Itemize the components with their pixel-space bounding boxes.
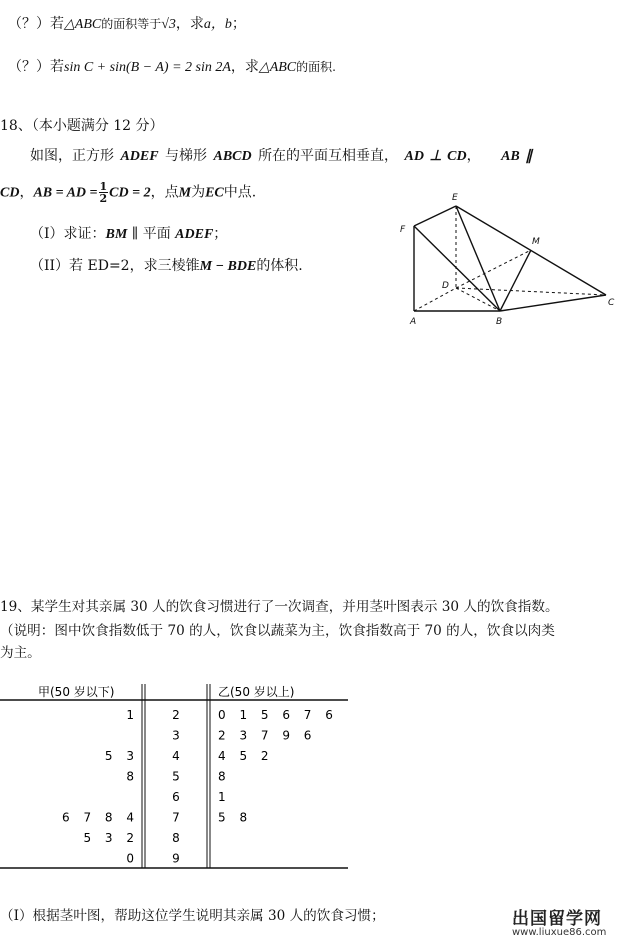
q18-part2: （II）若 ED=2，求三棱锥M − BDE的体积. <box>30 258 303 274</box>
triangle-abc: △ABC <box>64 17 102 32</box>
right-leaves: 8 <box>218 769 226 784</box>
stem-value: 6 <box>172 790 180 804</box>
watermark-logo: 出国留学网 <box>512 909 602 929</box>
watermark-url: www.liuxue86.com <box>512 927 607 938</box>
right-leaves: 1 <box>218 790 226 804</box>
left-header: 甲(50 岁以下) <box>38 685 115 699</box>
stem-leaf-plot <box>0 678 360 878</box>
sqrt3: √3 <box>161 17 176 32</box>
q19-part1: （I）根据茎叶图，帮助这位学生说明其亲属 30 人的饮食习惯； <box>0 908 385 924</box>
label-b: B <box>496 317 503 327</box>
q18-line2: CD，AB = AD = $\frac{1}{2}$ CD = 2，点M为EC中点. <box>0 180 257 205</box>
stem-value: 8 <box>172 831 180 845</box>
label-d: D <box>442 281 449 291</box>
q19-line2: （说明：图中饮食指数低于 70 的人，饮食以蔬菜为主，饮食指数高于 70 的人，饮食以肉类 <box>0 623 555 639</box>
edge-db <box>456 288 500 311</box>
edge-bc <box>500 295 606 311</box>
left-leaves: 0 <box>126 851 134 866</box>
q17-part2: （？）若sin C + sin(B − A) = 2 sin 2A，求△ABC的面积. <box>8 59 336 75</box>
label-m: M <box>532 237 540 247</box>
q19-line3: 为主。 <box>0 645 41 661</box>
edge-ad <box>414 288 456 311</box>
q17-part1: （？）若△ABC的面积等于√3，求a，b； <box>8 16 246 32</box>
left-leaves: 8 <box>126 769 134 784</box>
stem-value: 2 <box>172 708 180 722</box>
label-e: E <box>452 193 458 203</box>
vars-ab: a，b <box>203 17 232 32</box>
stem-value: 7 <box>172 810 180 825</box>
triangle-abc-2: △ABC <box>258 60 297 75</box>
stem-value: 9 <box>172 851 180 866</box>
label-f: F <box>400 225 406 235</box>
right-leaves: 2 3 7 9 6 <box>218 728 312 743</box>
stem-value: 4 <box>172 749 180 763</box>
right-leaves: 4 5 2 <box>218 749 269 763</box>
site-watermark <box>512 904 606 938</box>
left-leaves: 6 7 8 4 <box>62 810 134 825</box>
right-leaves: 5 8 <box>218 810 248 825</box>
left-leaves: 5 3 2 <box>83 831 134 845</box>
edge-fe <box>414 206 456 226</box>
edge-bm <box>500 250 531 311</box>
left-leaves: 1 <box>126 708 134 722</box>
q18-part1: （I）求证：BM ∥ 平面 ADEF； <box>30 226 228 242</box>
edge-dm <box>456 250 531 288</box>
right-leaves: 0 1 5 6 7 6 <box>218 708 333 722</box>
q18-line1: 如图，正方形 ADEF 与梯形 ABCD 所在的平面互相垂直， AD ⊥ CD， AB ∥ <box>30 148 533 164</box>
right-header: 乙(50 岁以上) <box>218 685 295 699</box>
stem-value: 5 <box>172 769 180 784</box>
q18-title: 18、（本小题满分 12 分） <box>0 118 164 134</box>
label-c: C <box>608 298 615 308</box>
condition-formula: sin C + sin(B − A) = 2 sin 2A <box>64 60 231 75</box>
left-leaves: 5 3 <box>104 749 134 763</box>
edge-fb <box>414 226 500 311</box>
q19-line1: 19、某学生对其亲属 30 人的饮食习惯进行了一次调查，并用茎叶图表示 30 人的饮食指数。 <box>0 599 559 615</box>
label-a: A <box>410 317 417 327</box>
solid-geometry-figure <box>394 188 624 336</box>
fraction-half: $\frac{1}{2}$ <box>99 180 108 205</box>
stem-value: 3 <box>172 728 180 743</box>
edge-eb <box>456 206 500 311</box>
